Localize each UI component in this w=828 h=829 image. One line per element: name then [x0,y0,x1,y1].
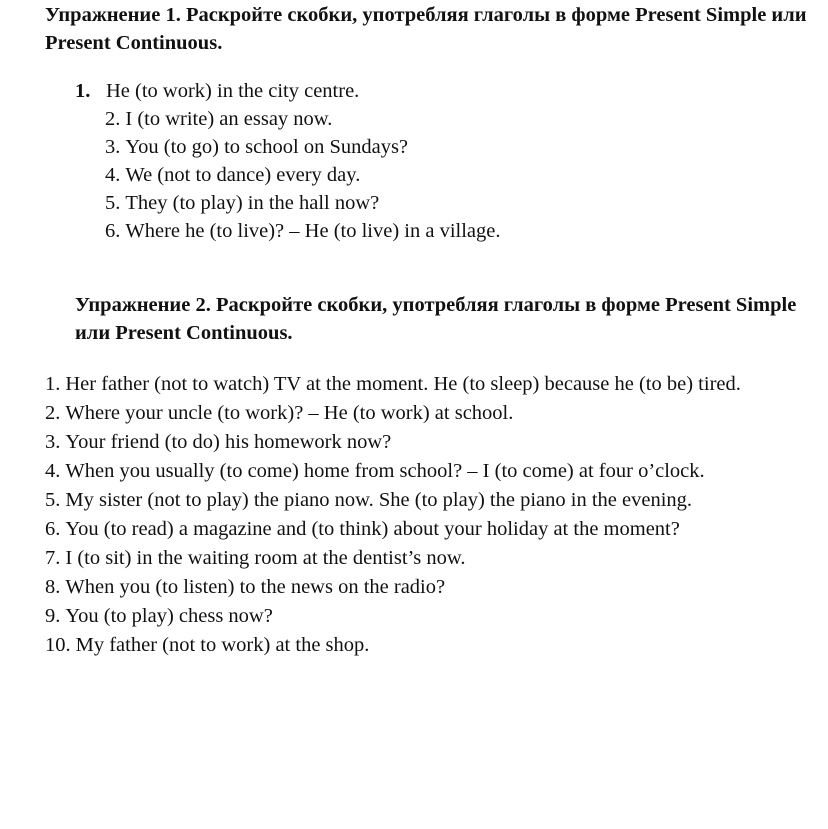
list-item: 6. Where he (to live)? – He (to live) in a village. [105,220,501,242]
list-item: 4. We (not to dance) every day. [105,164,361,186]
list-item: 5. My sister (not to play) the piano now. She (to play) the piano in the evening. [45,489,693,511]
list-item: 5. They (to play) in the hall now? [105,192,380,214]
exercise-2-list [45,370,820,660]
list-item: 2. I (to write) an essay now. [105,108,333,130]
list-item: 7. I (to sit) in the waiting room at the dentist’s now. [45,547,466,569]
list-item: 8. When you (to listen) to the news on the radio? [45,576,446,598]
list-item: 4. When you usually (to come) home from school? – I (to come) at four o’clock. [45,460,705,482]
list-item: 6. You (to read) a magazine and (to think) about your holiday at the moment? [45,518,680,540]
exercise-2-title: Упражнение 2. Раскройте скобки, употребляя глаголы в форме Present Simple или Present Continuous. [75,294,797,344]
list-item: 9. You (to play) chess now? [45,605,273,627]
list-item: 3. You (to go) to school on Sundays? [105,136,409,158]
list-item: 10. My father (not to work) at the shop. [45,634,370,656]
list-item: 1. Her father (not to watch) TV at the moment. He (to sleep) because he (to be) tired. [45,373,741,395]
list-item: 3. Your friend (to do) his homework now? [45,431,392,453]
exercise-1-list [75,77,500,245]
list-item: 1. He (to work) in the city centre. [75,80,360,102]
list-item: 2. Where your uncle (to work)? – He (to work) at school. [45,402,514,424]
exercise-1-title: Упражнение 1. Раскройте скобки, употребляя глаголы в форме Present Simple или Present Continuous. [45,4,807,54]
